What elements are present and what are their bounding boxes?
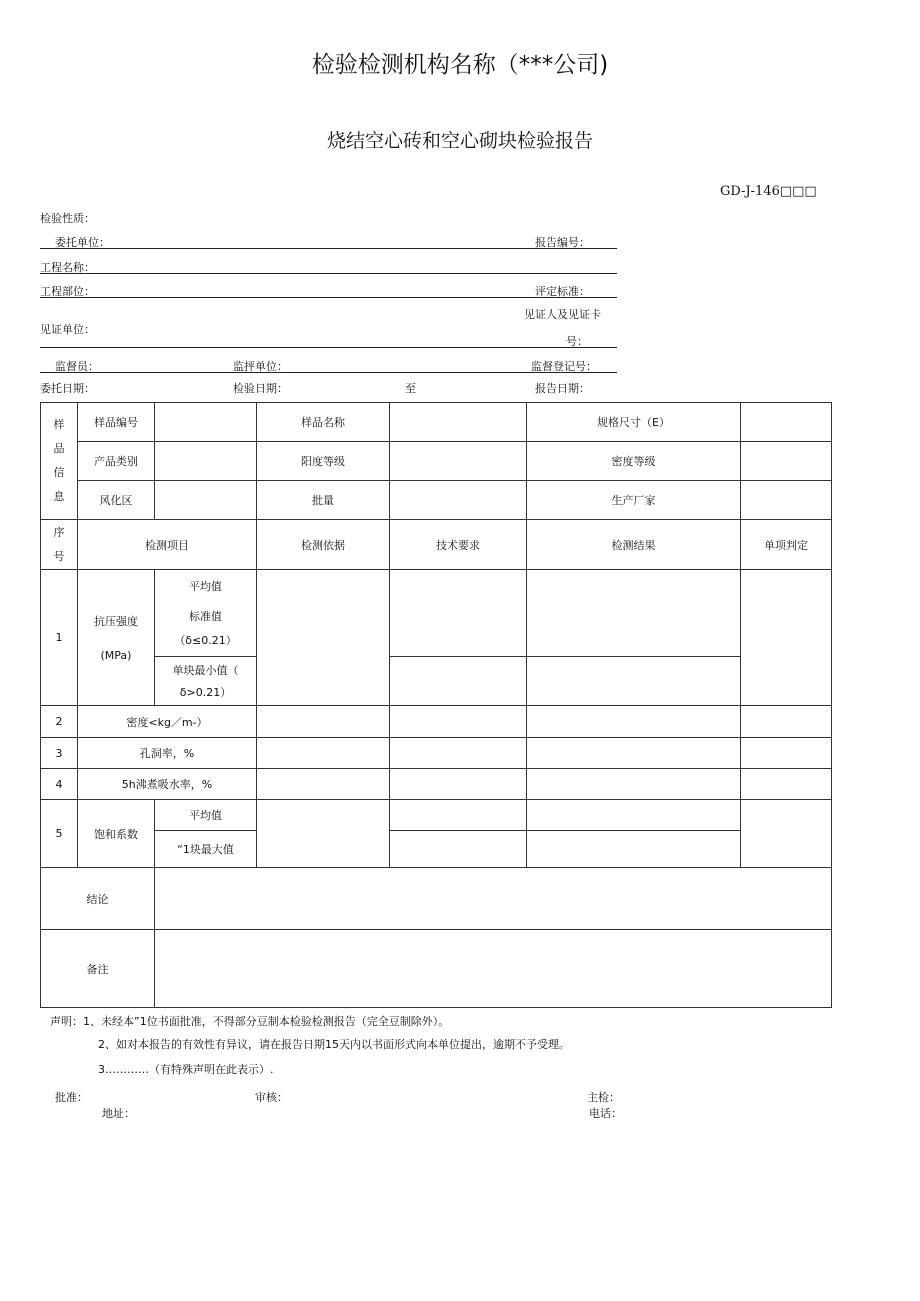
basis-header: 检测依据 — [257, 520, 390, 570]
conclusion-label: 结论 — [41, 868, 155, 930]
density-grade-label: 密度等级 — [527, 442, 741, 481]
test-1-min-requirement-value[interactable] — [390, 657, 527, 706]
weathering-zone-label: 风化区 — [78, 481, 155, 520]
eval-standard-label: 评定标准： — [535, 285, 590, 298]
test-row-5a — [41, 800, 832, 831]
supervisor-line — [40, 372, 617, 373]
test-1-requirement-value[interactable] — [390, 570, 527, 657]
batch-label: 批量 — [257, 481, 390, 520]
test-header-row — [41, 520, 832, 570]
witness-person-label-1: 见证人及见证卡 — [524, 308, 601, 321]
sample-no-value[interactable] — [155, 403, 257, 442]
test-row-1b — [41, 657, 832, 706]
batch-value[interactable] — [390, 481, 527, 520]
project-part-line — [40, 297, 617, 298]
test-5-no: 5 — [41, 800, 78, 868]
test-3-no: 3 — [41, 738, 78, 769]
sample-no-label: 样品编号 — [78, 403, 155, 442]
test-5-avg-requirement-value[interactable] — [390, 800, 527, 831]
main-inspector-label: 主检： — [587, 1091, 620, 1104]
spec-size-value[interactable] — [741, 403, 832, 442]
test-1-name: 抗压强度 (MPa) — [78, 570, 155, 706]
witness-person-label-2: 号： — [566, 335, 588, 348]
strength-grade-value[interactable] — [390, 442, 527, 481]
witness-unit-label: 见证单位： — [40, 323, 95, 336]
sample-info-section-label: 样 品 信 息 — [41, 403, 78, 520]
test-2-basis-value[interactable] — [257, 706, 390, 738]
sample-row-1 — [41, 403, 832, 442]
spec-size-label: 规格尺寸（E） — [527, 403, 741, 442]
test-5-max-result-value[interactable] — [527, 831, 741, 868]
test-4-result-value[interactable] — [527, 769, 741, 800]
remarks-label: 备注 — [41, 930, 155, 1008]
product-category-label: 产品类别 — [78, 442, 155, 481]
client-line — [40, 248, 617, 249]
project-part-label: 工程部位： — [40, 285, 95, 298]
test-2-judgement-value[interactable] — [741, 706, 832, 738]
test-1-judgement-value[interactable] — [741, 570, 832, 706]
test-date-to: 至 — [405, 382, 416, 395]
address-label: 地址： — [102, 1107, 135, 1120]
report-table — [40, 402, 832, 1008]
test-3-judgement-value[interactable] — [741, 738, 832, 769]
weathering-zone-value[interactable] — [155, 481, 257, 520]
org-name: 检验检测机构名称（***公司) — [311, 52, 609, 78]
sample-row-3 — [41, 481, 832, 520]
test-row-2 — [41, 706, 832, 738]
test-2-name: 密度<kg／m-） — [78, 706, 257, 738]
project-name-line — [40, 273, 617, 274]
manufacturer-label: 生产厂家 — [527, 481, 741, 520]
report-no-label: 报告编号： — [535, 236, 590, 249]
test-1-min: 单块最小值（ δ>0.21） — [155, 657, 257, 706]
judgement-header: 单项判定 — [741, 520, 832, 570]
project-name-label: 工程名称： — [40, 261, 95, 274]
test-row-5b — [41, 831, 832, 868]
test-3-name: 孔洞率，% — [78, 738, 257, 769]
supervision-unit-label: 监抨单位： — [233, 360, 288, 373]
sample-name-value[interactable] — [390, 403, 527, 442]
phone-label: 电话： — [589, 1107, 622, 1120]
commission-date-label: 委托日期： — [40, 382, 95, 395]
test-5-max: “1块最大值 — [155, 831, 257, 868]
client-label: 委托单位： — [55, 236, 110, 249]
sample-row-2 — [41, 442, 832, 481]
test-5-max-requirement-value[interactable] — [390, 831, 527, 868]
report-date-label: 报告日期： — [535, 382, 590, 395]
test-date-label: 检验日期： — [233, 382, 288, 395]
conclusion-row — [41, 868, 832, 930]
statement-3: 3…………（有特殊声明在此表示）. — [98, 1063, 274, 1076]
test-5-avg-result-value[interactable] — [527, 800, 741, 831]
test-5-name: 饱和系数 — [78, 800, 155, 868]
item-header: 检测项目 — [78, 520, 257, 570]
test-1-basis-value[interactable] — [257, 570, 390, 706]
form-code: GD-J-146□□□ — [720, 184, 817, 199]
inspection-nature-label: 检验性质： — [40, 212, 95, 225]
test-4-requirement-value[interactable] — [390, 769, 527, 800]
test-5-basis-value[interactable] — [257, 800, 390, 868]
result-header: 检测结果 — [527, 520, 741, 570]
report-title: 烧结空心砖和空心砌块检验报告 — [326, 130, 593, 152]
test-2-no: 2 — [41, 706, 78, 738]
test-3-basis-value[interactable] — [257, 738, 390, 769]
requirement-header: 技术要求 — [390, 520, 527, 570]
sample-name-label: 样品名称 — [257, 403, 390, 442]
test-5-avg: 平均值 — [155, 800, 257, 831]
test-row-1a — [41, 570, 832, 657]
test-2-requirement-value[interactable] — [390, 706, 527, 738]
witness-line — [40, 347, 617, 348]
supervision-reg-label: 监督登记号： — [531, 360, 597, 373]
test-1-min-result-value[interactable] — [527, 657, 741, 706]
test-1-avg-std: 平均值 标准值 （δ≤0.21） — [155, 570, 257, 657]
manufacturer-value[interactable] — [741, 481, 832, 520]
test-4-basis-value[interactable] — [257, 769, 390, 800]
remarks-row — [41, 930, 832, 1008]
product-category-value[interactable] — [155, 442, 257, 481]
test-row-4 — [41, 769, 832, 800]
test-4-no: 4 — [41, 769, 78, 800]
test-1-no: 1 — [41, 570, 78, 706]
review-label: 审核： — [255, 1091, 288, 1104]
strength-grade-label: 阳度等级 — [257, 442, 390, 481]
test-1-result-value[interactable] — [527, 570, 741, 657]
test-2-result-value[interactable] — [527, 706, 741, 738]
density-grade-value[interactable] — [741, 442, 832, 481]
test-row-3 — [41, 738, 832, 769]
seq-header: 序 号 — [41, 520, 78, 570]
test-5-judgement-value[interactable] — [741, 800, 832, 868]
remarks-value[interactable] — [155, 930, 832, 1008]
supervisor-label: 监督员： — [55, 360, 99, 373]
approve-label: 批准： — [55, 1091, 88, 1104]
statement-2: 2、如对本报告的有效性有异议，请在报告日期15天内以书面形式向本单位提出，逾期不予受理。 — [98, 1038, 570, 1051]
test-4-judgement-value[interactable] — [741, 769, 832, 800]
test-3-requirement-value[interactable] — [390, 738, 527, 769]
test-4-name: 5h沸煮吸水率，% — [78, 769, 257, 800]
conclusion-value[interactable] — [155, 868, 832, 930]
test-3-result-value[interactable] — [527, 738, 741, 769]
statement-1: 声明：1、未经本”1位书面批准，不得部分豆制本检验检测报告（完全豆制除外）。 — [50, 1015, 450, 1028]
